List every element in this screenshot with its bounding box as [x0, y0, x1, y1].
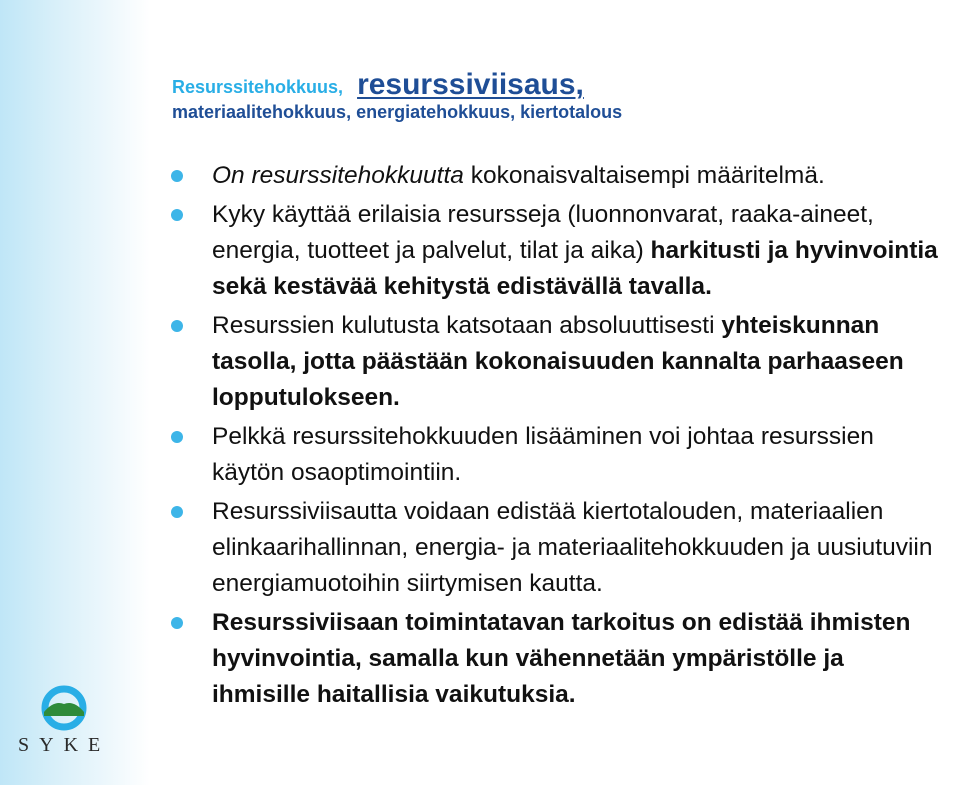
bullet-4-text: Pelkkä resurssitehokkuuden lisääminen voi johtaa resurssien käytön osaoptimointiin.: [212, 423, 874, 486]
bullet-item-4: [170, 419, 942, 491]
syke-logo-icon: [38, 682, 90, 734]
bullet-dot-icon: [171, 431, 183, 443]
bullet-5-text: Resurssiviisautta voidaan edistää kiertotalouden, materiaalien elinkaarihallinnan, energia- ja materiaalitehokkuuden ja uusiutuviin energiamuotoihin siirtymisen kautta.: [212, 498, 933, 597]
bullet-dot-icon: [171, 506, 183, 518]
bullet-dot-icon: [171, 170, 183, 182]
syke-logo: [18, 682, 110, 760]
title-resurssiviisaus: resurssiviisaus,: [357, 68, 584, 101]
title-line-2: materiaalitehokkuus, energiatehokkuus, kiertotalous: [172, 102, 623, 122]
bullet-2-text: Kyky käyttää erilaisia resursseja (luonnonvarat, raaka-aineet, energia, tuotteet ja palvelut, tilat ja aika): [212, 201, 874, 264]
bullet-1-text: kokonaisvaltaisempi määritelmä.: [463, 162, 825, 189]
bullet-dot-icon: [171, 209, 183, 221]
slide-title: [172, 64, 940, 123]
bullet-6-bold-text: Resurssiviisaan toimintatavan tarkoitus on edistää ihmisten hyvinvointia, samalla kun vähennetään ympäristölle ja ihmisille haitallisia vaikutuksia.: [212, 609, 911, 708]
bullet-3-text: Resurssien kulutusta katsotaan absoluuttisesti: [212, 312, 722, 339]
bullet-item-2: [170, 197, 942, 305]
bullet-1-italic-text: On resurssitehokkuutta: [212, 162, 464, 189]
bullet-item-3: [170, 308, 942, 416]
bullet-2-bold-text: harkitusti ja hyvinvointia sekä kestävää kehitystä edistävällä tavalla.: [212, 237, 938, 300]
title-resurssitehokkuus: Resurssitehokkuus,: [172, 77, 344, 97]
bullet-dot-icon: [171, 320, 183, 332]
bullet-list: [170, 158, 942, 716]
bullet-item-5: [170, 494, 942, 602]
bullet-item-1: [170, 158, 942, 194]
syke-logo-text: SYKE: [18, 734, 111, 756]
side-gradient-band: [0, 0, 150, 785]
bullet-dot-icon: [171, 617, 183, 629]
bullet-3-bold-text: yhteiskunnan tasolla, jotta päästään kokonaisuuden kannalta parhaaseen lopputulokseen.: [212, 312, 904, 411]
bullet-item-6: [170, 605, 942, 713]
title-line-1: [172, 64, 940, 102]
